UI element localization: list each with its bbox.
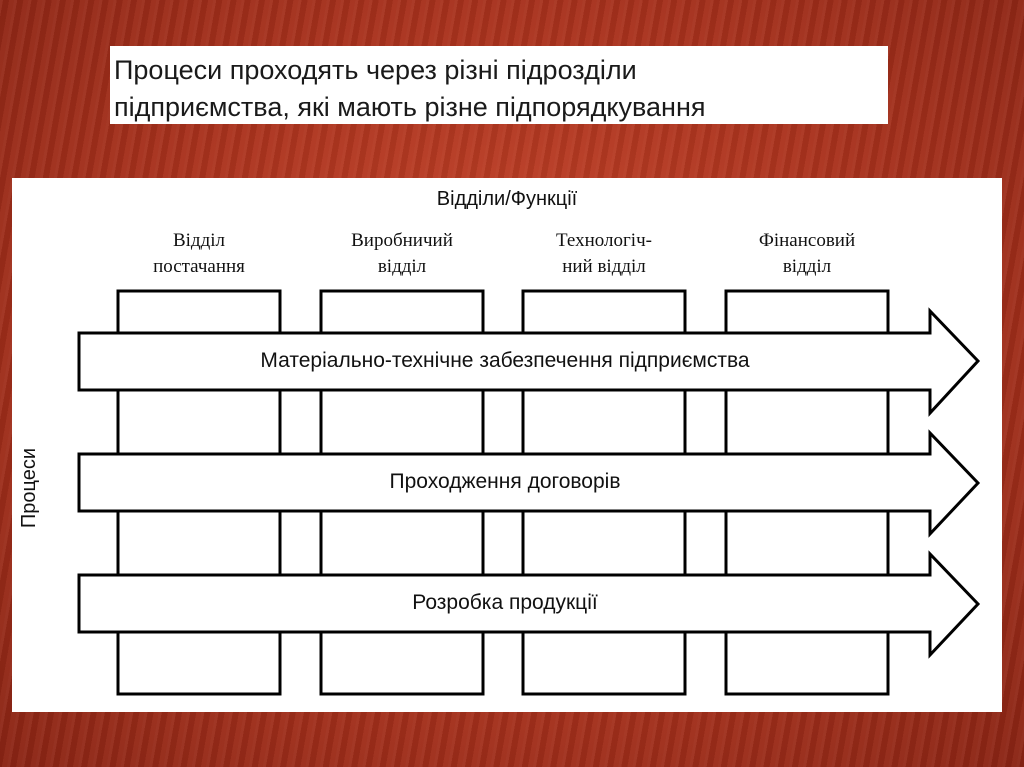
department-label-line-2: відділ	[377, 256, 427, 277]
processes-axis-label: Процеси	[18, 447, 40, 529]
department-label-production	[312, 228, 492, 280]
department-label-line-2: ний відділ	[562, 256, 646, 277]
slide-title	[110, 46, 888, 124]
department-label-finance	[717, 228, 897, 280]
process-diagram	[12, 178, 1002, 712]
slide-title-line-1: Процеси проходять через різні підрозділи	[114, 55, 637, 85]
department-label-line-1: Фінансовий	[758, 230, 856, 251]
department-label-supply	[109, 228, 289, 280]
process-label-2: Проходження договорів	[389, 470, 621, 493]
slide-title-line-2: підприємства, які мають різне підпорядкування	[114, 92, 706, 122]
process-label-3: Розробка продукції	[412, 591, 598, 614]
department-label-line-1: Відділ	[172, 230, 226, 251]
department-label-line-2: відділ	[782, 256, 832, 277]
department-label-technology	[514, 228, 694, 280]
department-label-line-1: Виробничий	[351, 230, 453, 251]
process-label-1: Матеріально-технічне забезпечення підприємства	[260, 349, 750, 372]
department-label-line-1: Технологіч-	[556, 230, 652, 251]
department-label-line-2: постачання	[153, 256, 245, 277]
departments-axis-label: Відділи/Функції	[436, 188, 578, 210]
